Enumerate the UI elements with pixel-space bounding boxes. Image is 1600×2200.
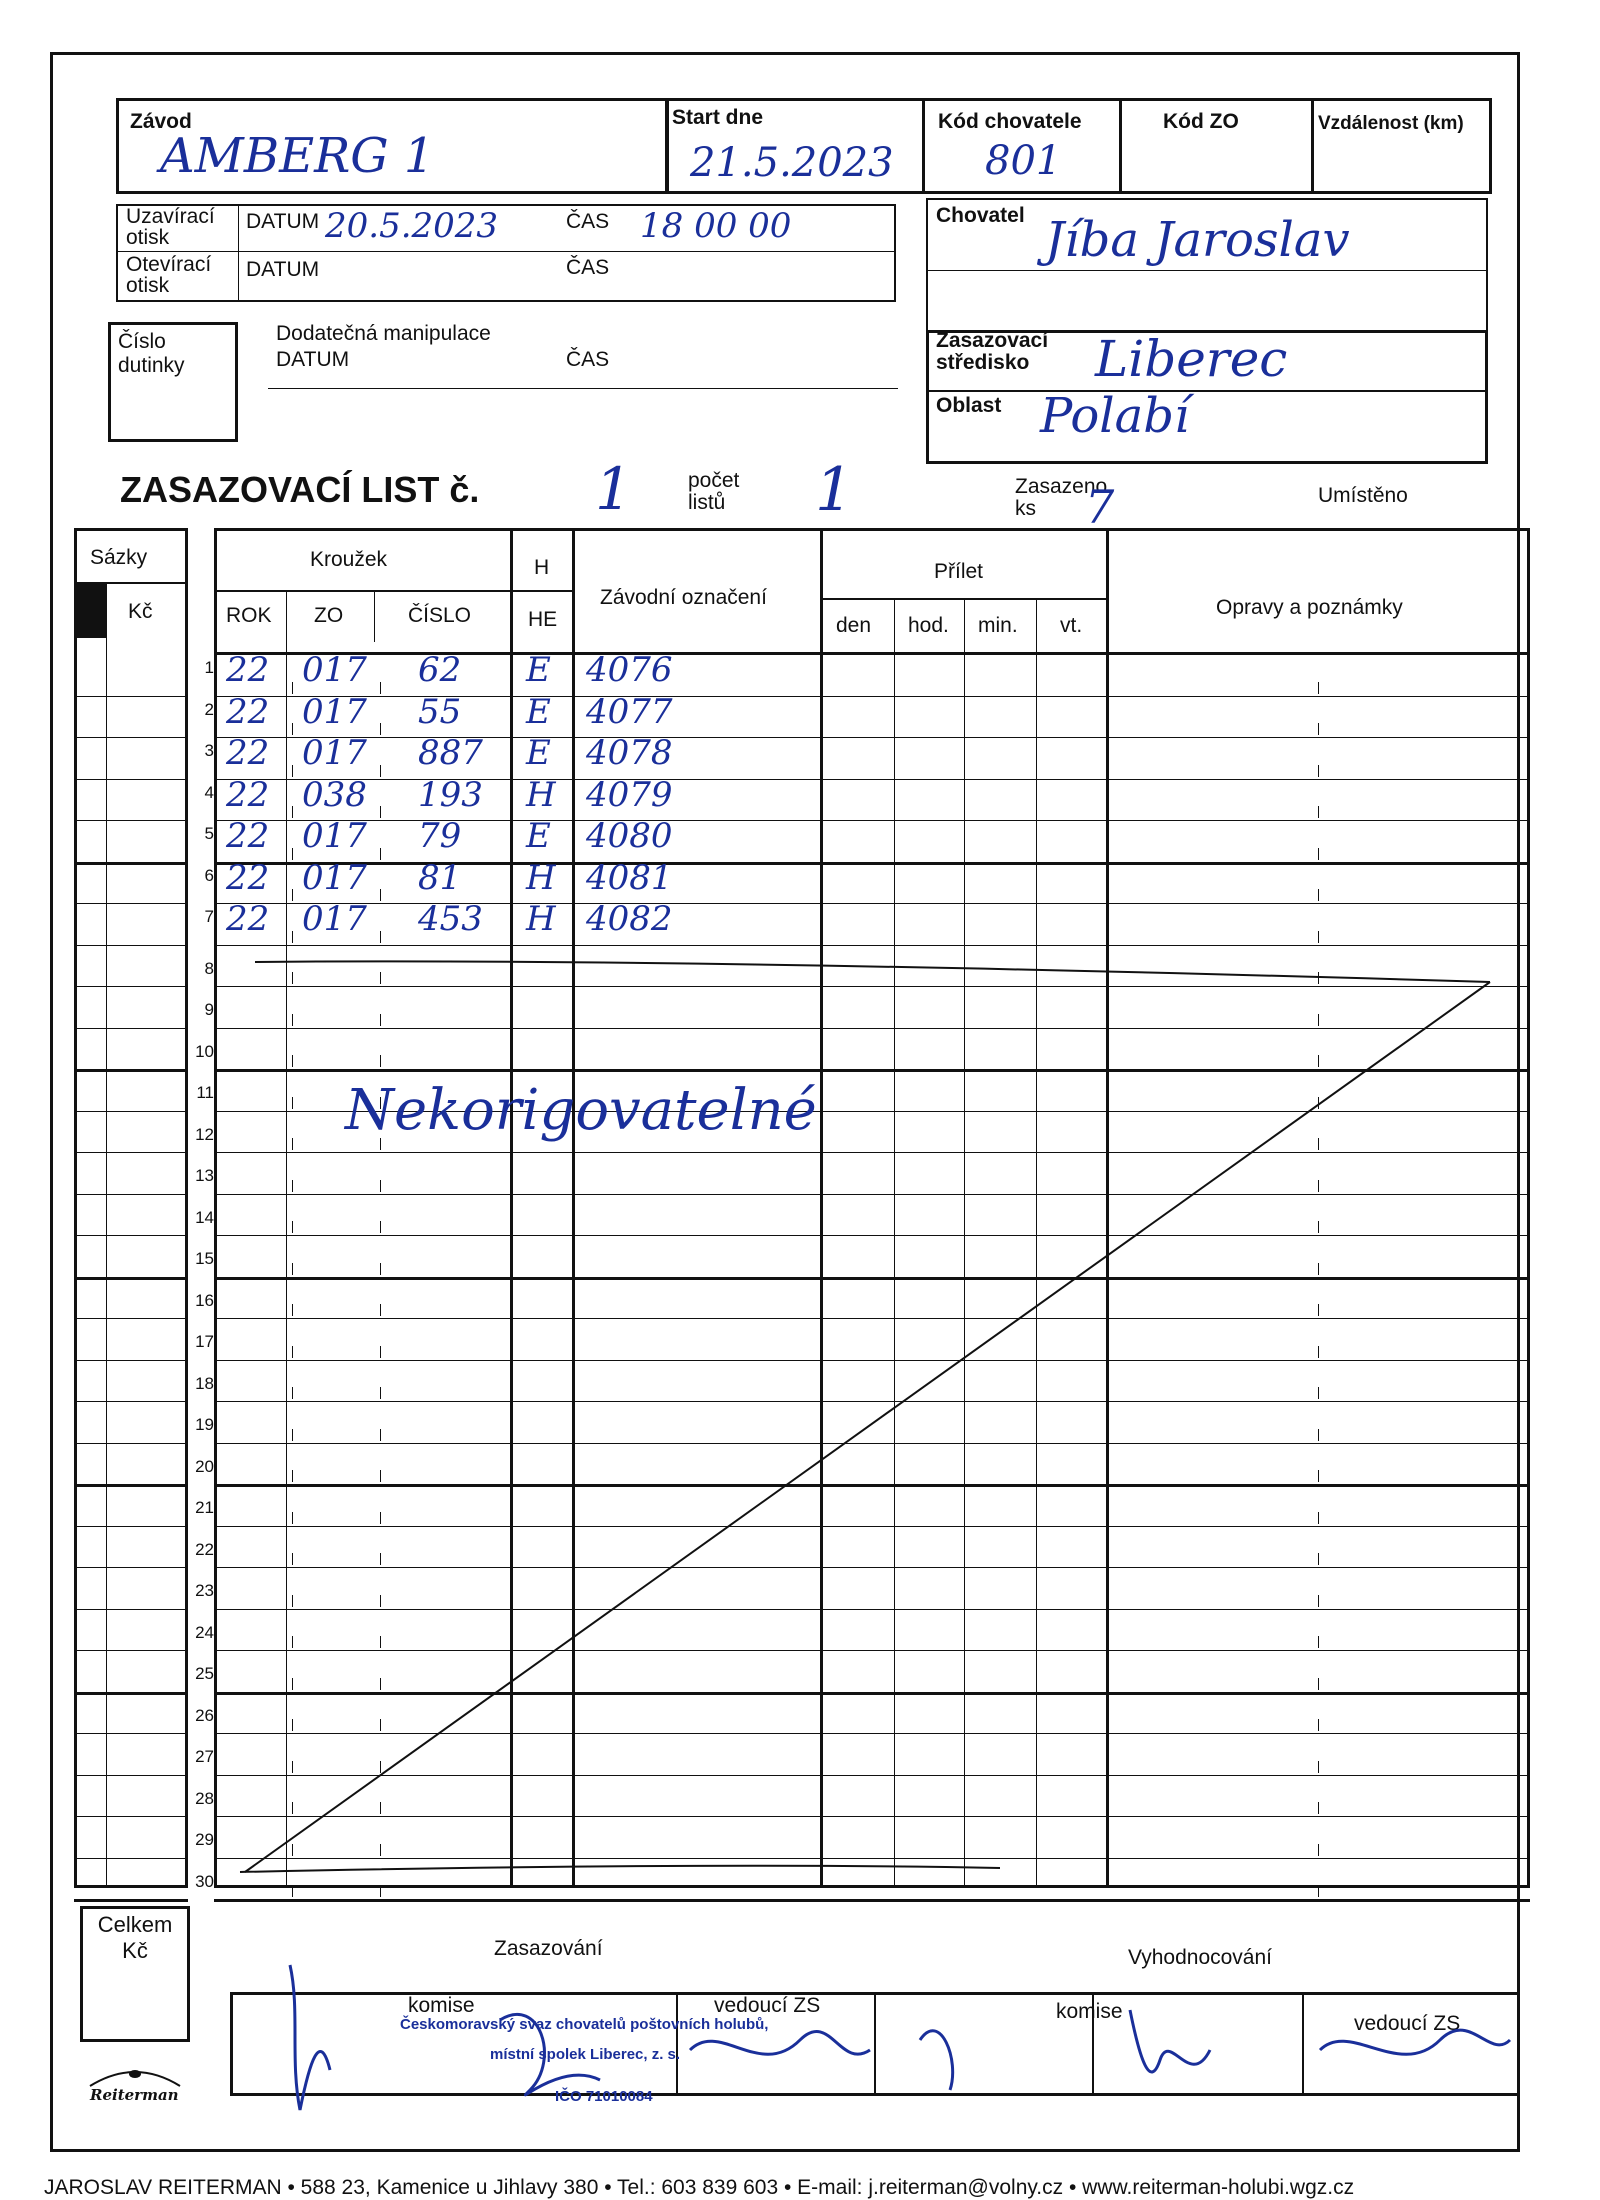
row-number: 21 bbox=[195, 1498, 214, 1517]
prilet-label: Přílet bbox=[934, 560, 984, 583]
row-number: 3 bbox=[204, 741, 214, 760]
row-number: 24 bbox=[195, 1622, 214, 1642]
row-zo[interactable]: 017 bbox=[302, 857, 367, 898]
cislo-label: ČÍSLO bbox=[408, 604, 472, 627]
kod-zo-label: Kód ZO bbox=[1163, 110, 1239, 133]
row-number: 10 bbox=[195, 1041, 214, 1061]
row-number: 11 bbox=[196, 1083, 214, 1102]
row-number: 19 bbox=[195, 1415, 214, 1434]
row-oznaceni[interactable]: 4077 bbox=[586, 691, 673, 732]
row-number: 13 bbox=[195, 1166, 214, 1185]
row-number: 18 bbox=[195, 1373, 214, 1393]
logo-text: Reiterman bbox=[90, 2086, 179, 2104]
vedouci-label-right: vedoucí ZS bbox=[1354, 2012, 1461, 2035]
row-number: 8 bbox=[204, 958, 214, 978]
zasazovaci-list-title: ZASAZOVACÍ LIST č. bbox=[120, 469, 480, 510]
row-number: 1 bbox=[204, 658, 214, 677]
row-zo[interactable]: 017 bbox=[302, 899, 367, 939]
row-number: 12 bbox=[195, 1124, 214, 1144]
pigeon-logo-icon bbox=[80, 2058, 190, 2088]
cislo-dutinky-label: Číslo dutinky bbox=[118, 330, 185, 377]
row-cislo[interactable]: 79 bbox=[418, 816, 462, 856]
row-rok[interactable]: 22 bbox=[226, 816, 270, 856]
zasazovaci-stredisko-value[interactable]: Liberec bbox=[1095, 330, 1288, 388]
sazky-label: Sázky bbox=[90, 546, 148, 569]
row-rok[interactable]: 22 bbox=[226, 733, 270, 773]
row-he[interactable]: H bbox=[526, 774, 556, 815]
row-he[interactable]: E bbox=[526, 691, 551, 732]
zavodni-oznaceni-label: Závodní označení bbox=[600, 586, 767, 609]
vzdalenost-label: Vzdálenost (km) bbox=[1318, 113, 1464, 134]
row-number: 30 bbox=[195, 1871, 214, 1891]
row-number: 25 bbox=[195, 1664, 214, 1683]
row-number: 14 bbox=[195, 1207, 214, 1227]
row-he[interactable]: E bbox=[526, 733, 551, 773]
dodatecna-datum-label: DATUM bbox=[276, 348, 350, 371]
row-rok[interactable]: 22 bbox=[226, 899, 270, 939]
oteviraci-label: Otevírací otisk bbox=[126, 253, 212, 297]
uzaviraci-label: Uzavírací otisk bbox=[126, 205, 215, 249]
row-rok[interactable]: 22 bbox=[226, 650, 270, 690]
reiterman-logo bbox=[80, 2058, 190, 2112]
row-number: 2 bbox=[204, 699, 214, 719]
row-cislo[interactable]: 453 bbox=[418, 899, 483, 939]
row-cislo[interactable]: 55 bbox=[418, 691, 462, 732]
oblast-value[interactable]: Polabí bbox=[1040, 388, 1190, 444]
zavod-label: Závod bbox=[130, 110, 192, 133]
zasazovaci-list-number[interactable]: 1 bbox=[595, 455, 632, 523]
umisteno-label: Umístěno bbox=[1318, 484, 1408, 507]
row-cislo[interactable]: 887 bbox=[418, 733, 483, 773]
uzaviraci-cas-value[interactable]: 18 00 00 bbox=[640, 206, 792, 246]
row-oznaceni[interactable]: 4079 bbox=[586, 774, 673, 815]
row-number: 5 bbox=[204, 824, 214, 843]
row-oznaceni[interactable]: 4081 bbox=[586, 857, 673, 898]
row-he[interactable]: H bbox=[526, 899, 556, 939]
row-rok[interactable]: 22 bbox=[226, 774, 270, 815]
h-label: H bbox=[534, 556, 550, 579]
zasazeno-label: Zasazeno ks bbox=[1015, 475, 1108, 520]
zo-label: ZO bbox=[314, 604, 344, 627]
chovatel-label: Chovatel bbox=[936, 204, 1025, 227]
den-label: den bbox=[836, 614, 872, 637]
oblast-label: Oblast bbox=[936, 394, 1002, 417]
stamp-line-3: IČO 71010084 bbox=[555, 2088, 653, 2105]
hod-label: hod. bbox=[908, 614, 949, 637]
row-number: 23 bbox=[195, 1581, 214, 1600]
row-zo[interactable]: 038 bbox=[302, 774, 367, 815]
kod-chovatele-label: Kód chovatele bbox=[938, 110, 1082, 133]
row-number: 28 bbox=[195, 1788, 214, 1808]
dodatecna-cas-label: ČAS bbox=[566, 348, 610, 371]
row-number: 6 bbox=[204, 865, 214, 885]
row-number: 29 bbox=[195, 1830, 214, 1849]
min-label: min. bbox=[978, 614, 1018, 637]
komise-label-right: komise bbox=[1056, 2000, 1123, 2023]
oteviraci-datum-label: DATUM bbox=[246, 258, 320, 281]
sazky-kc-label: Kč bbox=[128, 600, 153, 623]
zasazovani-label: Zasazování bbox=[494, 1937, 603, 1960]
start-label: Start dne bbox=[672, 106, 764, 129]
pocet-listu-label: počet listů bbox=[688, 469, 740, 514]
row-number: 17 bbox=[195, 1332, 214, 1351]
row-he[interactable]: E bbox=[526, 650, 551, 690]
uzaviraci-datum-value[interactable]: 20.5.2023 bbox=[325, 206, 499, 246]
row-number: 9 bbox=[204, 1000, 214, 1019]
zasazeno-value[interactable]: 7 bbox=[1085, 480, 1115, 534]
stamp-line-2: místní spolek Liberec, z. s. bbox=[490, 2046, 681, 2063]
dodatecna-label: Dodatečná manipulace bbox=[276, 322, 491, 345]
row-number: 26 bbox=[195, 1705, 214, 1725]
row-rok[interactable]: 22 bbox=[226, 857, 270, 898]
row-oznaceni[interactable]: 4076 bbox=[586, 650, 673, 690]
krouzek-label: Kroužek bbox=[310, 548, 388, 571]
he-label: HE bbox=[528, 608, 558, 631]
zasazovaci-stredisko-label: Zasazovací středisko bbox=[936, 329, 1049, 374]
row-number: 22 bbox=[195, 1539, 214, 1559]
uzaviraci-datum-label: DATUM bbox=[246, 210, 320, 233]
row-zo[interactable]: 017 bbox=[302, 691, 367, 732]
footer-text: JAROSLAV REITERMAN • 588 23, Kamenice u Jihlavy 380 • Tel.: 603 839 603 • E-mail: j.reiterman@volny.cz • www.reiterman-holubi.wgz.cz bbox=[44, 2176, 1355, 2199]
row-cislo[interactable]: 193 bbox=[418, 774, 483, 815]
vedouci-label-left: vedoucí ZS bbox=[714, 1994, 821, 2017]
stamp-line-1: Českomoravský svaz chovatelů poštovních holubů, bbox=[400, 2016, 769, 2033]
rok-label: ROK bbox=[226, 604, 272, 627]
chovatel-value[interactable]: Jíba Jaroslav bbox=[1045, 212, 1350, 268]
row-he[interactable]: E bbox=[526, 816, 551, 856]
start-value[interactable]: 21.5.2023 bbox=[690, 140, 894, 186]
row-number: 15 bbox=[195, 1249, 214, 1268]
row-he[interactable]: H bbox=[526, 857, 556, 898]
row-oznaceni[interactable]: 4078 bbox=[586, 733, 673, 773]
vyhodnocovani-label: Vyhodnocování bbox=[1128, 1946, 1272, 1969]
uzaviraci-cas-label: ČAS bbox=[566, 210, 610, 233]
kod-chovatele-value[interactable]: 801 bbox=[985, 138, 1062, 184]
row-number: 7 bbox=[204, 907, 214, 926]
pocet-listu-value[interactable]: 1 bbox=[815, 455, 854, 525]
komise-label-left: komise bbox=[408, 1994, 475, 2017]
row-rok[interactable]: 22 bbox=[226, 691, 270, 732]
zavod-value[interactable]: AMBERG 1 bbox=[160, 128, 435, 184]
row-oznaceni[interactable]: 4080 bbox=[586, 816, 673, 856]
row-zo[interactable]: 017 bbox=[302, 816, 367, 856]
row-number: 20 bbox=[195, 1456, 214, 1476]
row-zo[interactable]: 017 bbox=[302, 650, 367, 690]
celkem-label: Celkem Kč bbox=[97, 1912, 173, 1963]
opravy-label: Opravy a poznámky bbox=[1216, 596, 1403, 619]
row-oznaceni[interactable]: 4082 bbox=[586, 899, 673, 939]
handwritten-note: Nekorigovatelné bbox=[345, 1078, 817, 1143]
row-cislo[interactable]: 62 bbox=[418, 650, 462, 690]
vt-label: vt. bbox=[1060, 614, 1083, 637]
row-number: 16 bbox=[195, 1290, 214, 1310]
row-number: 4 bbox=[204, 782, 214, 802]
row-cislo[interactable]: 81 bbox=[418, 857, 462, 898]
row-number: 27 bbox=[195, 1747, 214, 1766]
oteviraci-cas-label: ČAS bbox=[566, 256, 610, 279]
row-zo[interactable]: 017 bbox=[302, 733, 367, 773]
